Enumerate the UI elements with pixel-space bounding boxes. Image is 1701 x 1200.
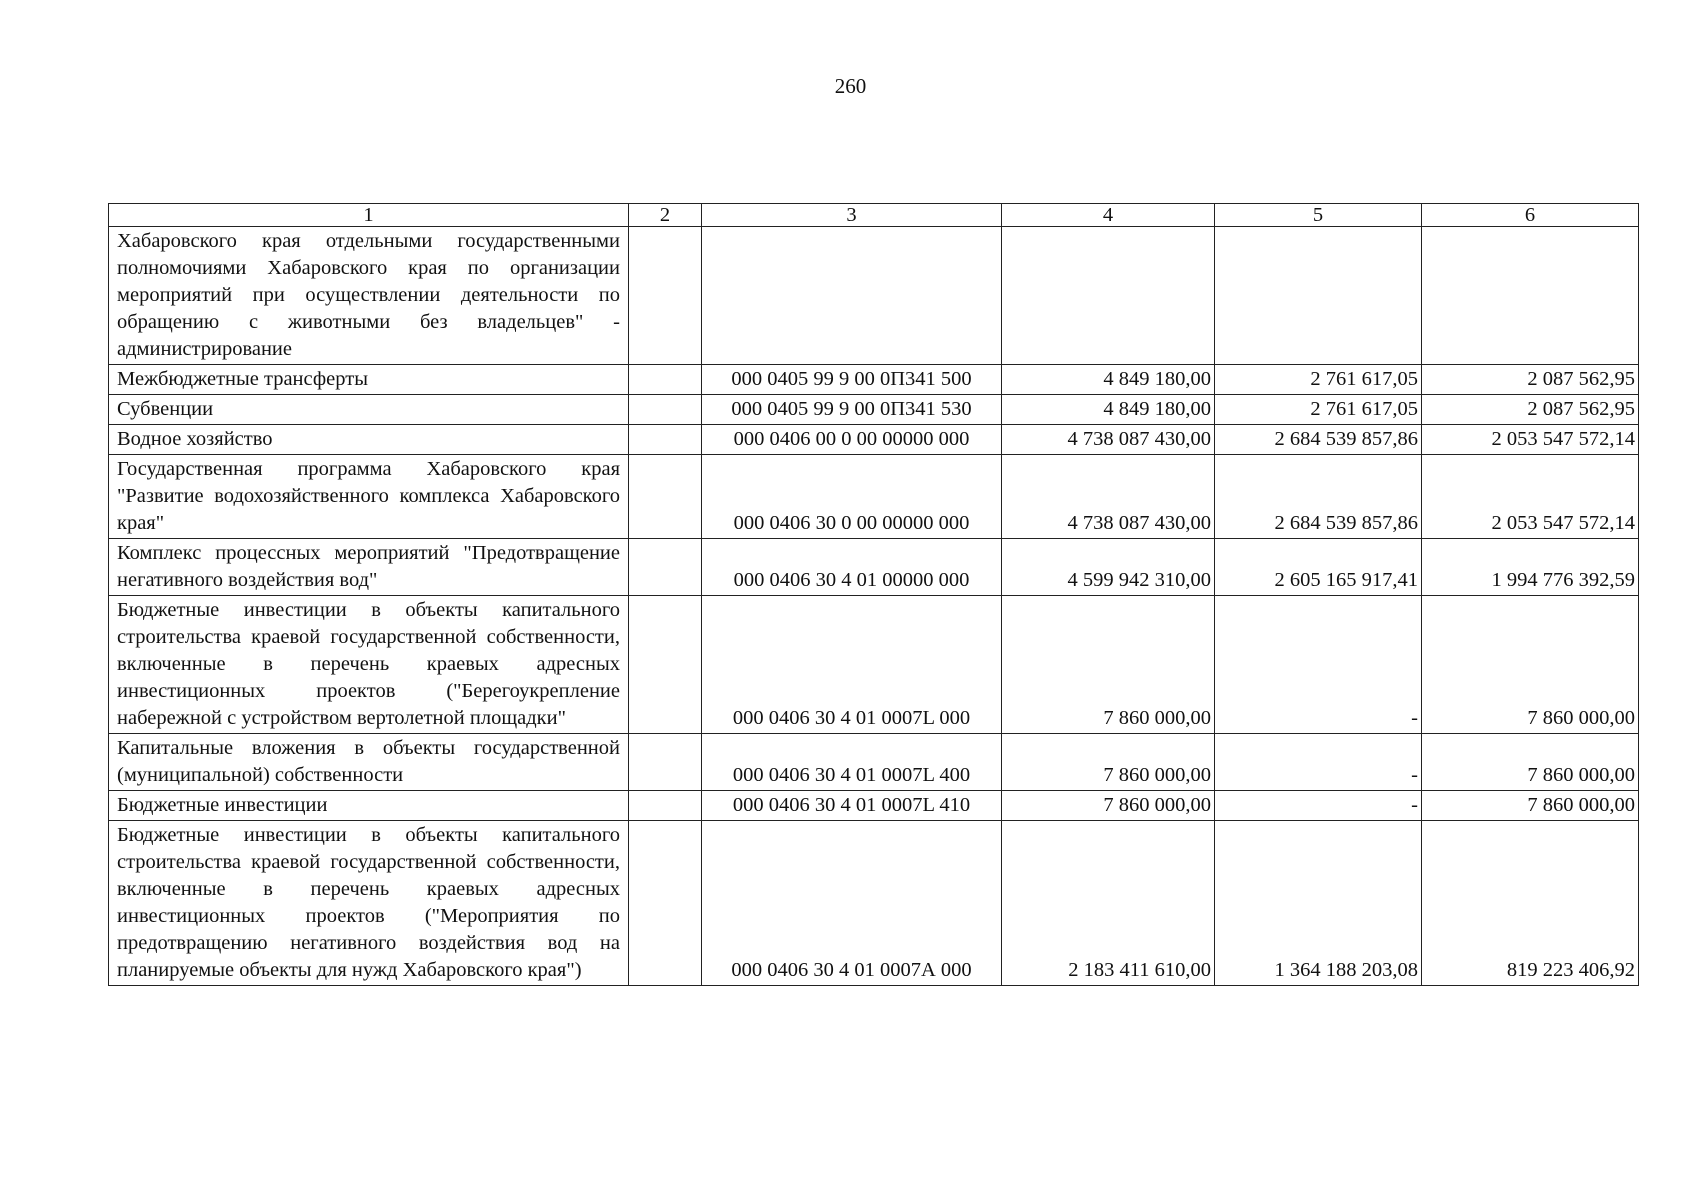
column-header-3: 3 — [702, 204, 1002, 227]
row-code: 000 0406 30 4 01 0007А 000 — [702, 821, 1002, 986]
table-row — [109, 791, 1639, 821]
row-col2 — [629, 395, 702, 425]
row-code: 000 0406 30 4 01 00000 000 — [702, 539, 1002, 596]
row-value-4: 4 738 087 430,00 — [1002, 425, 1215, 455]
row-value-4: 4 738 087 430,00 — [1002, 455, 1215, 539]
column-header-6: 6 — [1422, 204, 1639, 227]
row-name: Межбюджетные трансферты — [109, 365, 629, 395]
table-row — [109, 821, 1639, 986]
row-code: 000 0405 99 9 00 0П341 500 — [702, 365, 1002, 395]
row-col2 — [629, 227, 702, 365]
row-value-6: 2 053 547 572,14 — [1422, 425, 1639, 455]
row-value-6: 1 994 776 392,59 — [1422, 539, 1639, 596]
row-code: 000 0406 30 4 01 0007L 000 — [702, 596, 1002, 734]
column-header-5: 5 — [1215, 204, 1422, 227]
row-value-4 — [1002, 227, 1215, 365]
row-value-5: 2 684 539 857,86 — [1215, 455, 1422, 539]
row-name: Бюджетные инвестиции — [109, 791, 629, 821]
row-value-4: 7 860 000,00 — [1002, 734, 1215, 791]
row-value-6: 2 087 562,95 — [1422, 365, 1639, 395]
row-value-5: 1 364 188 203,08 — [1215, 821, 1422, 986]
row-value-6: 2 087 562,95 — [1422, 395, 1639, 425]
row-value-4: 2 183 411 610,00 — [1002, 821, 1215, 986]
table-row — [109, 455, 1639, 539]
row-value-5: 2 761 617,05 — [1215, 395, 1422, 425]
row-value-4: 4 599 942 310,00 — [1002, 539, 1215, 596]
table-row — [109, 227, 1639, 365]
row-col2 — [629, 791, 702, 821]
table-header-row — [109, 204, 1639, 227]
row-name: Водное хозяйство — [109, 425, 629, 455]
table-row — [109, 596, 1639, 734]
row-value-5: - — [1215, 596, 1422, 734]
row-value-4: 4 849 180,00 — [1002, 395, 1215, 425]
row-code: 000 0406 00 0 00 00000 000 — [702, 425, 1002, 455]
column-header-1: 1 — [109, 204, 629, 227]
row-col2 — [629, 821, 702, 986]
row-value-4: 7 860 000,00 — [1002, 791, 1215, 821]
row-col2 — [629, 539, 702, 596]
row-value-6: 819 223 406,92 — [1422, 821, 1639, 986]
row-value-6: 2 053 547 572,14 — [1422, 455, 1639, 539]
row-col2 — [629, 596, 702, 734]
row-value-5: 2 605 165 917,41 — [1215, 539, 1422, 596]
row-value-5 — [1215, 227, 1422, 365]
row-value-5: 2 684 539 857,86 — [1215, 425, 1422, 455]
table-row — [109, 734, 1639, 791]
budget-table — [108, 203, 1639, 986]
row-code: 000 0405 99 9 00 0П341 530 — [702, 395, 1002, 425]
row-name: Хабаровского края отдельными государственными полномочиями Хабаровского края по организации мероприятий при осуществлении деятельности по обращению с животными без владельцев" - администрирование — [109, 227, 629, 365]
row-value-6 — [1422, 227, 1639, 365]
row-col2 — [629, 455, 702, 539]
row-code: 000 0406 30 0 00 00000 000 — [702, 455, 1002, 539]
row-name: Бюджетные инвестиции в объекты капитального строительства краевой государственной собственности, включенные в перечень краевых адресных инвестиционных проектов ("Мероприятия по предотвращению негативного воздействия вод на планируемые объекты для нужд Хабаровского края") — [109, 821, 629, 986]
row-code — [702, 227, 1002, 365]
row-col2 — [629, 734, 702, 791]
table-row — [109, 539, 1639, 596]
table-row — [109, 365, 1639, 395]
page-number: 260 — [834, 74, 867, 98]
row-value-5: - — [1215, 734, 1422, 791]
row-col2 — [629, 365, 702, 395]
row-name: Бюджетные инвестиции в объекты капитального строительства краевой государственной собственности, включенные в перечень краевых адресных инвестиционных проектов ("Берегоукрепление набережной с устройством вертолетной площадки" — [109, 596, 629, 734]
row-code: 000 0406 30 4 01 0007L 400 — [702, 734, 1002, 791]
table-row — [109, 425, 1639, 455]
row-name: Государственная программа Хабаровского края "Развитие водохозяйственного комплекса Хабаровского края" — [109, 455, 629, 539]
table-row — [109, 395, 1639, 425]
row-code: 000 0406 30 4 01 0007L 410 — [702, 791, 1002, 821]
row-value-5: 2 761 617,05 — [1215, 365, 1422, 395]
row-value-6: 7 860 000,00 — [1422, 596, 1639, 734]
row-name: Капитальные вложения в объекты государственной (муниципальной) собственности — [109, 734, 629, 791]
row-value-5: - — [1215, 791, 1422, 821]
row-value-6: 7 860 000,00 — [1422, 791, 1639, 821]
column-header-4: 4 — [1002, 204, 1215, 227]
row-value-4: 4 849 180,00 — [1002, 365, 1215, 395]
row-name: Субвенции — [109, 395, 629, 425]
row-value-6: 7 860 000,00 — [1422, 734, 1639, 791]
column-header-2: 2 — [629, 204, 702, 227]
row-col2 — [629, 425, 702, 455]
row-name: Комплекс процессных мероприятий "Предотвращение негативного воздействия вод" — [109, 539, 629, 596]
row-value-4: 7 860 000,00 — [1002, 596, 1215, 734]
